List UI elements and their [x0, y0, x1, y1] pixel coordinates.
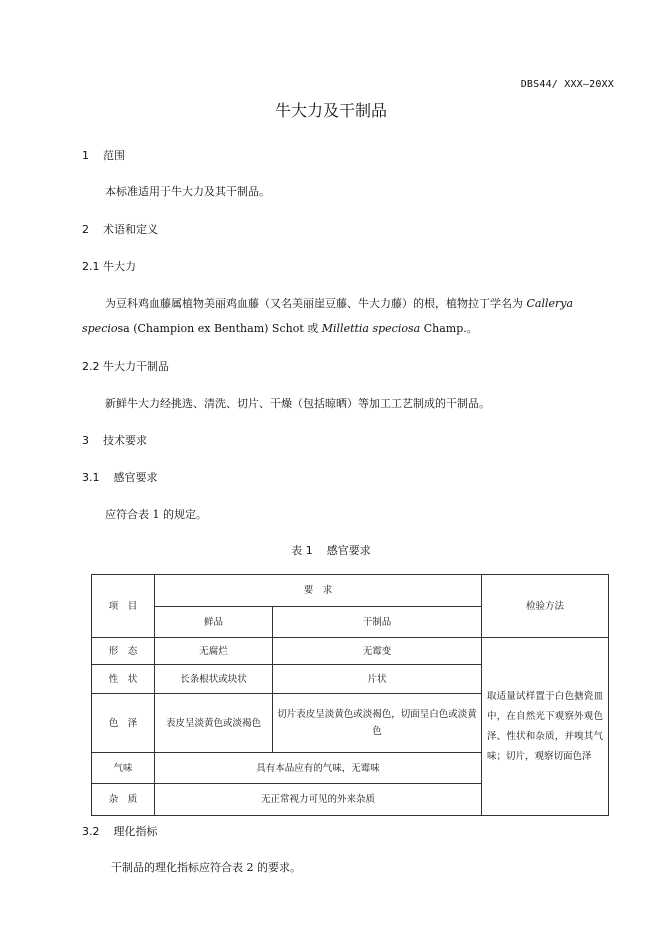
- section-2-1-text-line1: [105, 295, 615, 311]
- header-dried: 干制品: [362, 616, 392, 628]
- section-3-heading: [82, 432, 147, 448]
- latin-genus: Callerya: [526, 297, 574, 310]
- row-merged-requirement: 无正常视力可见的外来杂质: [260, 794, 375, 805]
- section-number: 3: [82, 434, 89, 447]
- standard-number: DBS44/ XXX—20XX: [520, 79, 614, 90]
- section-number: 3.1: [82, 471, 100, 484]
- section-3-2-heading: [82, 823, 158, 839]
- document-title: 牛大力及干制品: [274, 101, 387, 120]
- section-2-heading: [82, 221, 158, 237]
- row-fresh: 无腐烂: [199, 645, 228, 657]
- section-1-heading: [82, 147, 125, 163]
- section-2-2-heading: [82, 358, 169, 374]
- latin-synonym-author: Champ.。: [423, 322, 478, 335]
- latin-species-author: sa (Champion ex Bentham) Schot: [117, 322, 304, 335]
- row-item: 色 泽: [108, 717, 138, 729]
- section-3-1-heading: [82, 469, 158, 485]
- header-item: 项 目: [108, 600, 138, 612]
- latin-synonym: Millettia speciosa: [321, 322, 421, 335]
- section-number: 1: [82, 149, 89, 162]
- section-number: 2.1: [82, 260, 100, 273]
- inspection-method: 取适量试样置于白色搪瓷皿中，在自然光下观察外观色泽、性状和杂质，并嗅其气味；切片，观察切面色泽: [487, 690, 603, 762]
- section-2-1-heading: [82, 258, 136, 274]
- section-3-2-text: 干制品的理化指标应符合表 2 的要求。: [111, 861, 301, 874]
- section-3-1-text: 应符合表 1 的规定。: [105, 508, 207, 521]
- latin-species-italic: specio: [82, 322, 118, 335]
- section-1-text: 本标准适用于牛大力及其干制品。: [105, 185, 270, 198]
- row-fresh: 表皮呈淡黄色或淡褐色: [165, 717, 261, 729]
- row-item: 形 态: [108, 645, 138, 657]
- row-item: 性 状: [108, 673, 138, 685]
- definition-text: 为豆科鸡血藤属植物美丽鸡血藤（又名美丽崖豆藤、牛大力藤）的根，植物拉丁学名为: [105, 297, 523, 310]
- row-dried: 无霉变: [362, 645, 392, 657]
- sensory-requirements-table: [91, 574, 609, 816]
- section-title: 牛大力干制品: [103, 360, 169, 373]
- or-word: 或: [307, 322, 319, 335]
- row-dried: 片状: [367, 673, 387, 685]
- header-requirement: 要 求: [303, 585, 333, 596]
- section-title: 术语和定义: [103, 223, 158, 236]
- row-item: 杂 质: [108, 794, 138, 805]
- section-2-2-text: 新鲜牛大力经挑选、清洗、切片、干燥（包括晾晒）等加工工艺制成的干制品。: [105, 397, 490, 410]
- section-number: 2.2: [82, 360, 100, 373]
- section-2-1-text-line2: [82, 320, 478, 336]
- section-title: 技术要求: [103, 434, 147, 447]
- row-merged-requirement: 具有本品应有的气味，无霉味: [256, 762, 380, 774]
- section-title: 理化指标: [113, 825, 158, 838]
- row-fresh: 长条根状或块状: [180, 673, 247, 685]
- header-fresh: 鲜品: [203, 616, 223, 628]
- table-caption-title: 感官要求: [326, 544, 371, 557]
- header-method: 检验方法: [525, 600, 564, 612]
- section-number: 3.2: [82, 825, 100, 838]
- table-1-caption: [0, 542, 662, 558]
- section-title: 牛大力: [103, 260, 136, 273]
- section-title: 感官要求: [113, 471, 158, 484]
- row-dried: 切片表皮呈淡黄色或淡褐色，切面呈白色或淡黄色: [277, 709, 477, 737]
- section-number: 2: [82, 223, 89, 236]
- row-item: 气味: [113, 762, 133, 774]
- section-title: 范围: [103, 149, 125, 162]
- table-caption-number: 表 1: [291, 544, 313, 557]
